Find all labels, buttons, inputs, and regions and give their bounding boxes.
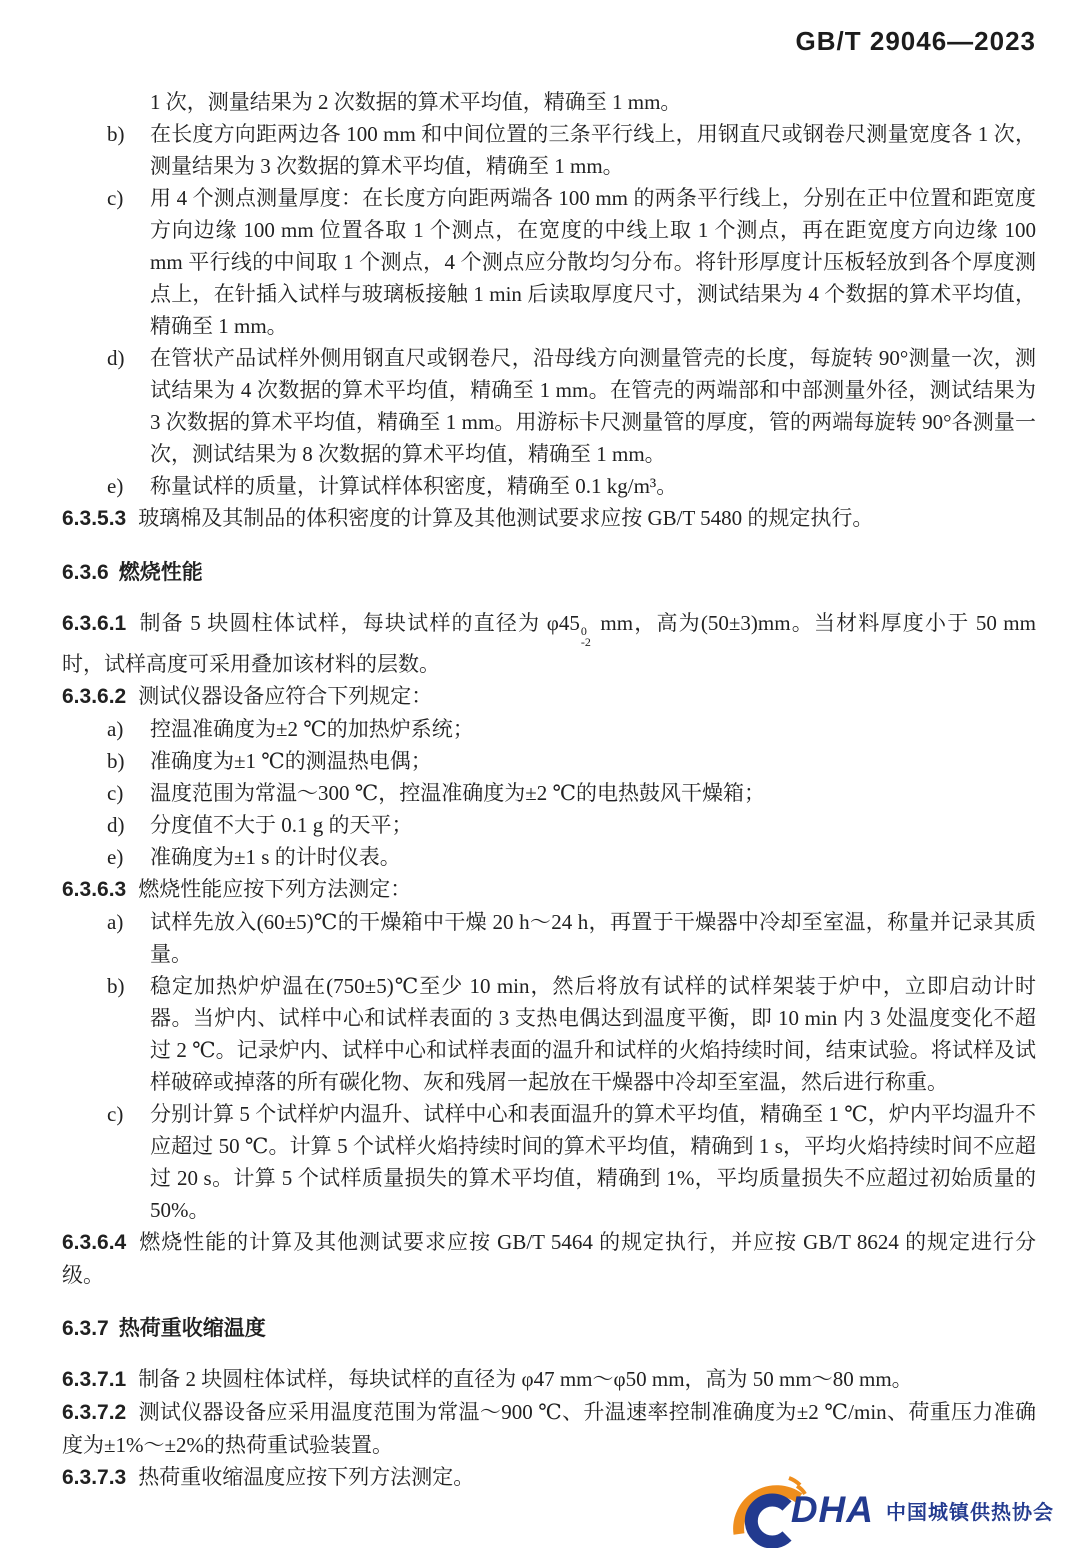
clause-6-3-6-3 bbox=[62, 873, 1036, 906]
list-item bbox=[62, 745, 1036, 777]
list-item-label: d) bbox=[107, 813, 125, 837]
clause-number: 6.3.6.1 bbox=[62, 612, 127, 635]
clause-text: 燃烧性能的计算及其他测试要求应按 GB/T 5464 的规定执行，并应按 GB/T 8624 的规定进行分级。 bbox=[62, 1230, 1036, 1287]
list-item-text: 控温准确度为±2 ℃的加热炉系统； bbox=[150, 717, 474, 741]
clause-text: 燃烧性能应按下列方法测定： bbox=[138, 877, 412, 901]
clause-text: 热荷重收缩温度应按下列方法测定。 bbox=[138, 1465, 475, 1489]
list-item-label: d) bbox=[107, 346, 125, 370]
organization-name: 中国城镇供热协会 bbox=[886, 1501, 1054, 1524]
logo-c-mark bbox=[751, 1500, 787, 1542]
list-item-text: 稳定加热炉炉温在(750±5)℃至少 10 min，然后将放有试样的试样架装于炉中，立即启动计时器。当炉内、试样中心和试样表面的 3 支热电偶达到温度平衡，即 10 min 内 3 处温度变化不超过 2 ℃。记录炉内、试样中心和试样表面的温升和试样的火焰持续时间，结束试验。将试样及试样破碎或掉落的所有碳化物、灰和残屑一起放在干燥器中冷却至室温，然后进行称重。 bbox=[150, 974, 1036, 1094]
clause-text: 玻璃棉及其制品的体积密度的计算及其他测试要求应按 GB/T 5480 的规定执行。 bbox=[138, 506, 874, 530]
list-item bbox=[62, 970, 1036, 1098]
list-item bbox=[62, 777, 1036, 809]
heading-6-3-6 bbox=[62, 557, 1036, 589]
list-item-text: 准确度为±1 ℃的测温热电偶； bbox=[150, 749, 432, 773]
list-item-label: e) bbox=[107, 474, 124, 498]
list-item bbox=[62, 1098, 1036, 1226]
list-item bbox=[62, 809, 1036, 841]
document-body bbox=[62, 86, 1036, 1494]
clause-number: 6.3.7.1 bbox=[62, 1368, 127, 1391]
heading-title: 热荷重收缩温度 bbox=[118, 1317, 266, 1340]
list-item-text: 称量试样的质量，计算试样体积密度，精确至 0.1 kg/m³。 bbox=[150, 474, 678, 498]
clause-6-3-6-1 bbox=[62, 607, 1036, 680]
list-item-text: 在管状产品试样外侧用钢直尺或钢卷尺，沿母线方向测量管壳的长度，每旋转 90°测量一次，测试结果为 4 次数据的算术平均值，精确至 1 mm。在管壳的两端部和中部测量外径，测试结果为 3 次数据的算术平均值，精确至 1 mm。用游标卡尺测量管的厚度，管的两端每旋转 90°各测量一次，测试结果为 8 次数据的算术平均值，精确至 1 mm。 bbox=[150, 346, 1036, 466]
standard-number: GB/T 29046—2023 bbox=[795, 26, 1036, 56]
list-item-text: 准确度为±1 s 的计时仪表。 bbox=[150, 845, 401, 869]
list-item bbox=[62, 342, 1036, 470]
clause-6-3-6-2 bbox=[62, 680, 1036, 713]
page-header bbox=[62, 26, 1036, 57]
list-item-text: 分度值不大于 0.1 g 的天平； bbox=[150, 813, 413, 837]
list-item-text: 温度范围为常温～300 ℃，控温准确度为±2 ℃的电热鼓风干燥箱； bbox=[150, 781, 766, 805]
list-item-label: b) bbox=[107, 974, 125, 998]
heading-number: 6.3.6 bbox=[62, 561, 109, 584]
clause-number: 6.3.5.3 bbox=[62, 507, 127, 530]
heading-6-3-7 bbox=[62, 1313, 1036, 1345]
list-item-label bbox=[107, 86, 150, 118]
list-item bbox=[62, 470, 1036, 502]
heading-number: 6.3.7 bbox=[62, 1317, 109, 1340]
list-item-label: a) bbox=[107, 910, 124, 934]
list-item-label: b) bbox=[107, 122, 125, 146]
list-item-text: 在长度方向距两边各 100 mm 和中间位置的三条平行线上，用钢直尺或钢卷尺测量宽度各 1 次，测量结果为 3 次数据的算术平均值，精确至 1 mm。 bbox=[150, 122, 1036, 178]
page-footer bbox=[731, 1472, 1054, 1548]
tolerance-upper: 0 bbox=[580, 624, 587, 638]
list-item-label: a) bbox=[107, 717, 124, 741]
list-item bbox=[62, 841, 1036, 873]
list-item bbox=[62, 182, 1036, 342]
list-item-label: b) bbox=[107, 749, 125, 773]
clause-6-3-7-1 bbox=[62, 1363, 1036, 1396]
list-item-text: 1 次，测量结果为 2 次数据的算术平均值，精确至 1 mm。 bbox=[150, 90, 682, 114]
clause-number: 6.3.7.3 bbox=[62, 1466, 127, 1489]
list-item bbox=[62, 713, 1036, 745]
clause-text: 测试仪器设备应采用温度范围为常温～900 ℃、升温速率控制准确度为±2 ℃/min、荷重压力准确度为±1%～±2%的热荷重试验装置。 bbox=[62, 1400, 1036, 1457]
clause-text: 制备 2 块圆柱体试样，每块试样的直径为 φ47 mm～φ50 mm，高为 50 mm～80 mm。 bbox=[138, 1367, 913, 1391]
list-item-label: c) bbox=[107, 781, 124, 805]
tolerance-lower: -2 bbox=[580, 635, 591, 649]
clause-number: 6.3.7.2 bbox=[62, 1401, 127, 1424]
clause-text: 测试仪器设备应符合下列规定： bbox=[138, 684, 433, 708]
clause-6-3-5-3 bbox=[62, 502, 1036, 535]
clause-number: 6.3.6.3 bbox=[62, 878, 127, 901]
list-item-label: c) bbox=[107, 186, 124, 210]
list-item-text: 分别计算 5 个试样炉内温升、试样中心和表面温升的算术平均值，精确至 1 ℃，炉内平均温升不应超过 50 ℃。计算 5 个试样火焰持续时间的算术平均值，精确到 1 s，平均火焰持续时间不应超过 20 s。计算 5 个试样质量损失的算术平均值，精确到 1%，平均质量损失不应超过初始质量的 50%。 bbox=[150, 1102, 1036, 1222]
list-item-continuation bbox=[62, 86, 1036, 118]
clause-6-3-6-4 bbox=[62, 1226, 1036, 1291]
tolerance-notation bbox=[581, 626, 591, 648]
clause-6-3-7-2 bbox=[62, 1396, 1036, 1461]
clause-text: mm，高为(50±3)mm。当材料厚度小于 50 mm 时，试样高度可采用叠加该材料的层数。 bbox=[62, 611, 1036, 676]
clause-number: 6.3.6.2 bbox=[62, 685, 127, 708]
logo-acronym: DHA bbox=[790, 1489, 874, 1530]
list-item-label: c) bbox=[107, 1102, 124, 1126]
list-item bbox=[62, 906, 1036, 970]
list-item-text: 试样先放入(60±5)℃的干燥箱中干燥 20 h～24 h，再置于干燥器中冷却至室温，称量并记录其质量。 bbox=[150, 910, 1036, 966]
list-item-text: 用 4 个测点测量厚度：在长度方向距两端各 100 mm 的两条平行线上，分别在正中位置和距宽度方向边缘 100 mm 位置各取 1 个测点，在宽度的中线上取 1 个测点，再在距宽度方向边缘 100 mm 平行线的中间取 1 个测点，4 个测点应分散均匀分布。将针形厚度计压板轻放到各个厚度测点上，在针插入试样与玻璃板接触 1 min 后读取厚度尺寸，测试结果为 4 个数据的算术平均值，精确至 1 mm。 bbox=[150, 186, 1036, 338]
clause-number: 6.3.6.4 bbox=[62, 1231, 127, 1254]
logo-wave-large bbox=[789, 1478, 800, 1485]
heading-title: 燃烧性能 bbox=[118, 561, 203, 584]
clause-text: 制备 5 块圆柱体试样，每块试样的直径为 φ45 bbox=[138, 611, 580, 635]
list-item-label: e) bbox=[107, 845, 124, 869]
list-item bbox=[62, 118, 1036, 182]
